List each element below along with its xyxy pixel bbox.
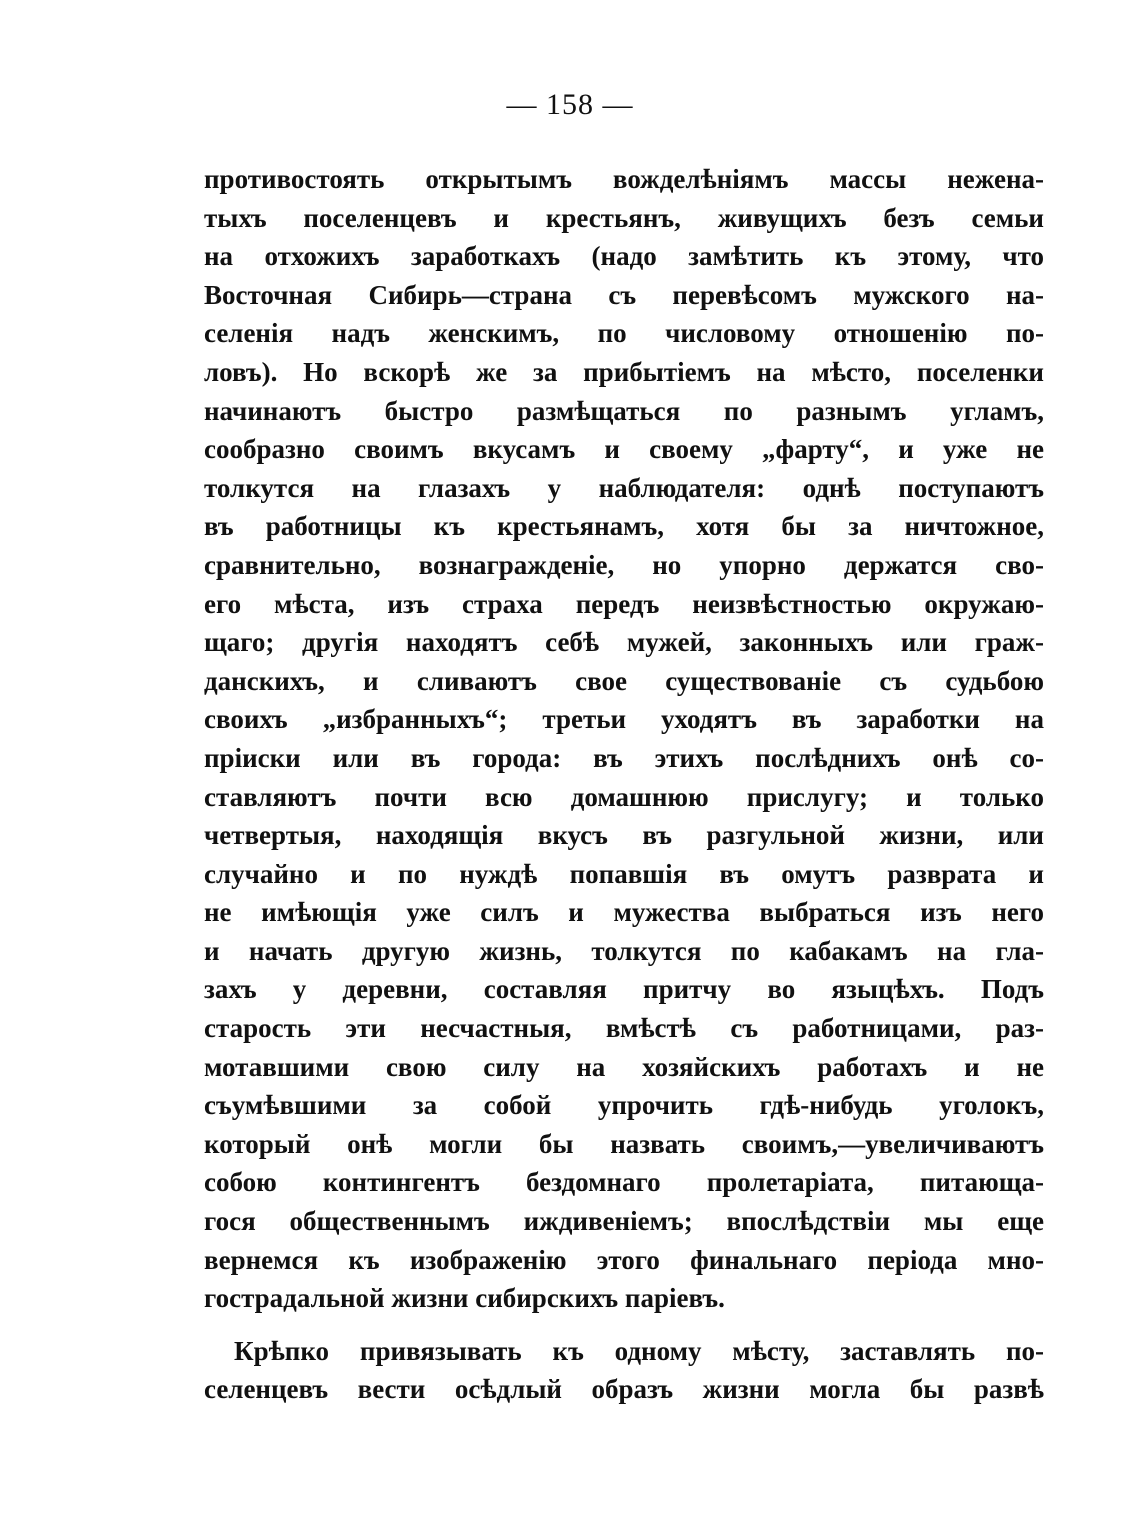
text-line: толкутся на глазахъ у наблюдателя: однѣ поступаютъ (204, 472, 1044, 503)
text-line: въ работницы къ крестьянамъ, хотя бы за ничтожное, (204, 511, 1044, 542)
text-line: ставляютъ почти всю домашнюю прислугу; и только (204, 781, 1044, 812)
text-line: вернемся къ изображенію этого финальнаго періода мно- (204, 1244, 1044, 1275)
text-line: гострадальной жизни сибирскихъ паріевъ. (204, 1283, 725, 1314)
text-line: противостоять открытымъ вожделѣніямъ массы нежена- (204, 164, 1044, 194)
text-line: старость эти несчастныя, вмѣстѣ съ работницами, раз- (204, 1013, 1044, 1044)
text-line: Крѣпко привязывать къ одному мѣсту, заставлять по- (234, 1335, 1044, 1366)
text-line: случайно и по нуждѣ попавшія въ омутъ разврата и (204, 858, 1044, 889)
text-line: своихъ „избранныхъ“; третьи уходятъ въ заработки на (204, 704, 1044, 735)
text-line: сообразно своимъ вкусамъ и своему „фарту“, и уже не (204, 434, 1044, 465)
paragraph-1 (204, 160, 1044, 1318)
text-line: Восточная Сибирь—страна съ перевѣсомъ мужского на- (204, 279, 1044, 310)
text-line: захъ у деревни, составляя притчу во языцѣхъ. Подъ (204, 974, 1044, 1005)
text-line: его мѣста, изъ страха передъ неизвѣстностью окружаю- (204, 588, 1044, 619)
paragraph-2 (204, 1332, 1044, 1409)
text-line: селенія надъ женскимъ, по числовому отношенію по- (204, 318, 1044, 349)
text-line: собою контингентъ бездомнаго пролетаріата, питающа- (204, 1167, 1044, 1198)
text-line: не имѣющія уже силъ и мужества выбраться изъ него (204, 897, 1044, 928)
page-number: — 158 — (506, 88, 634, 121)
text-line: мотавшими свою силу на хозяйскихъ работахъ и не (204, 1051, 1044, 1082)
text-line: тыхъ поселенцевъ и крестьянъ, живущихъ безъ семьи (204, 202, 1044, 233)
text-line: щаго; другія находятъ себѣ мужей, законныхъ или граж- (204, 627, 1044, 658)
text-line: и начать другую жизнь, толкутся по кабакамъ на гла- (204, 935, 1044, 966)
body-text (204, 160, 1044, 1409)
paragraph-gap (204, 1318, 1044, 1332)
text-line: на отхожихъ заработкахъ (надо замѣтить къ этому, что (204, 241, 1044, 272)
text-line: ловъ). Но вскорѣ же за прибытіемъ на мѣсто, поселенки (204, 356, 1044, 387)
text-line: четвертыя, находящія вкусъ въ разгульной жизни, или (204, 820, 1044, 851)
text-line: начинаютъ быстро размѣщаться по разнымъ угламъ, (204, 395, 1044, 426)
text-line: данскихъ, и сливаютъ свое существованіе съ судьбою (204, 665, 1044, 696)
text-line: который онѣ могли бы назвать своимъ,—увеличиваютъ (204, 1128, 1044, 1159)
text-line: съумѣвшими за собой упрочить гдѣ-нибудь уголокъ, (204, 1090, 1044, 1121)
text-line: пріиски или въ города: въ этихъ послѣднихъ онѣ со- (204, 742, 1044, 773)
text-line: гося общественнымъ иждивеніемъ; впослѣдствіи мы еще (204, 1206, 1044, 1237)
text-line: сравнительно, вознагражденіе, но упорно держатся сво- (204, 549, 1044, 580)
text-line: селенцевъ вести осѣдлый образъ жизни могла бы развѣ (204, 1374, 1044, 1405)
